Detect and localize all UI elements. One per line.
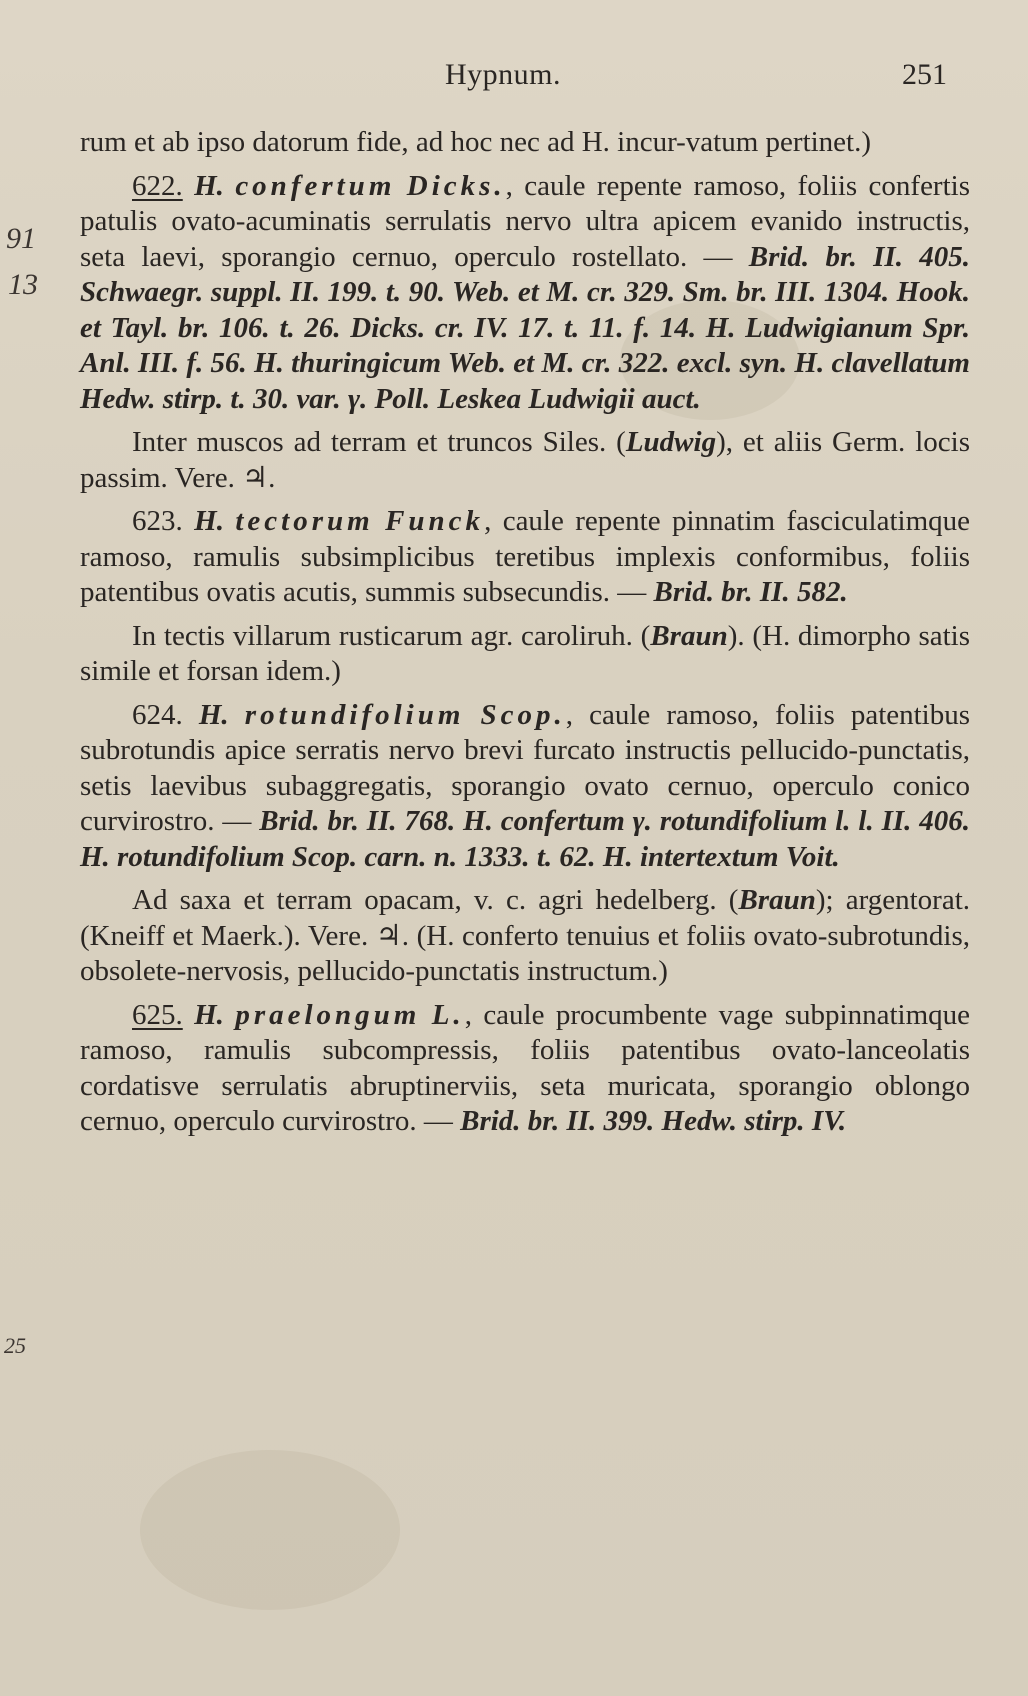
entry-number: 622. [132,169,183,202]
margin-note-13: 13 [8,268,38,301]
habitat-623: In tectis villarum rusticarum agr. caroliruh. (Braun). (H. dimorpho satis simile et forsan idem.) [80,619,970,687]
entry-number: 625. [132,998,183,1031]
entry-623 [80,504,970,611]
references: Brid. br. II. 768. H. confertum γ. rotundifolium l. l. II. 406. H. rotundifolium Scop. carn. n. 1333. t. 62. H. intertextum Voit. [80,805,970,873]
page-number: 251 [902,58,947,91]
species-epithet: rotundifolium [244,698,465,731]
continuation-paragraph: rum et ab ipso datorum fide, ad hoc nec ad H. incur-vatum pertinet.) [80,126,872,158]
habitat-624: Ad saxa et terram opacam, v. c. agri hedelberg. (Braun); argentorat. (Kneiff et Maerk.). Vere. ♃. (H. conferto tenuius et foliis ovato-subrotundis, obsolete-nervosis, pellucido-punctatis instructum.) [80,884,971,987]
species-author: Funck [385,505,485,537]
entry-number: 623. [132,505,183,537]
species-epithet: tectorum [235,505,374,537]
diagnosis: , caule procumbente vage subpinnatimque ramoso, ramulis subcompressis, foliis patentibus ovato-lanceolatis cordatisve serrulatis abruptinerviis, seta muricata, sporangio oblongo cernuo, operculo curvirostro. — [80,998,970,1137]
collector: Braun [738,884,816,916]
genus-abbrev: H. [194,169,224,202]
collector: Braun [650,619,728,652]
species-author: L. [431,998,465,1031]
references: Brid. br. II. 582. [653,576,848,608]
genus-abbrev: H. [198,698,229,731]
margin-note-25: 25 [4,1333,26,1358]
species-author: Scop. [480,698,566,731]
entry-622 [80,169,970,418]
species-epithet: praelongum [235,998,421,1031]
margin-note-91: 91 [6,222,36,255]
entry-number: 624. [132,698,183,731]
diagnosis: , caule ramoso, foliis patentibus subrotundis apice serratis nervo brevi furcato instructis pellucido-punctatis, setis laevibus subaggregatis, sporangio ovato cernuo, operculo conico curvirostro. — [80,698,971,837]
references: Brid. br. II. 405. Schwaegr. suppl. II. 199. t. 90. Web. et M. cr. 329. Sm. br. III. 1304. Hook. et Tayl. br. 106. t. 26. Dicks. cr. IV. 17. t. 11. f. 14. H. Ludwigianum Spr. Anl. III. f. 56. H. thuringicum Web. et M. cr. 322. excl. syn. H. clavellatum Hedw. stirp. t. 30. var. γ. Poll. Leskea Ludwigii auct. [80,240,970,415]
page-header [0,58,1028,98]
diagnosis: , caule repente pinnatim fasciculatimque ramoso, ramulis subsimplicibus teretibus implexis conformibus, foliis patentibus ovatis acutis, summis subsecundis. — [80,505,971,608]
species-author: Dicks. [406,169,506,202]
references: Brid. br. II. 399. Hedw. stirp. IV. [460,1105,847,1137]
diagnosis: , caule repente ramoso, foliis confertis patulis ovato-acuminatis serrulatis nervo ultra apicem evanido instructis, seta laevi, sporangio cernuo, operculo rostellato. — [80,169,970,273]
genus-abbrev: H. [194,505,224,537]
running-head: Hypnum. [445,58,561,91]
entry-625 [80,998,970,1140]
species-epithet: confertum [235,169,396,202]
page-body [80,125,970,1148]
genus-abbrev: H. [194,998,224,1031]
collector: Ludwig [625,426,717,458]
entry-624 [80,698,970,876]
habitat-622: Inter muscos ad terram et truncos Siles. (Ludwig), et aliis Germ. locis passim. Vere. ♃. [80,426,970,494]
